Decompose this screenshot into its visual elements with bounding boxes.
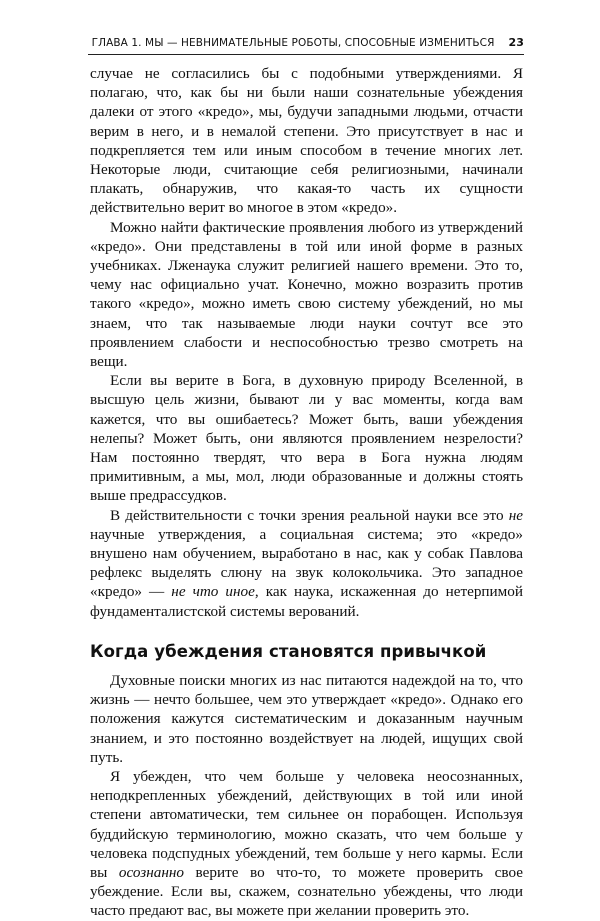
paragraph-6-emphasis: осознанно — [118, 863, 184, 881]
running-header — [88, 32, 524, 55]
paragraph-4-text-b: научные утверждения, а социальная система; это «кредо» внушено нам обучением, выработано в нас, как у собак Павлова рефлекс выделять слюну на звук колокольчика. Это западное «кредо» — — [90, 525, 523, 601]
section-heading: Когда убеждения становятся привычкой — [90, 641, 487, 661]
body-text — [90, 64, 523, 921]
paragraph-6-text-a: Я убежден, что чем больше у человека неосознанных, неподкрепленных убеждений, действующих в той или иной степени автоматически, тем сильнее он порабощен. Используя буддийскую терминологию, можно сказать, что чем больше у человека подспудных убеждений, тем больше у него кармы. Если вы — [90, 767, 523, 881]
paragraph-6 — [90, 767, 523, 921]
paragraph-4-text-a: В действительности с точки зрения реальной науки все это — [110, 506, 509, 524]
paragraph-4 — [90, 506, 523, 621]
paragraph-4-emphasis-2: не что иное — [171, 583, 255, 601]
paragraph-1: случае не согласились бы с подобными утверждениями. Я полагаю, что, как бы ни были наши сознательные убеждения далеки от этого «кредо», мы, будучи западными людьми, отчасти верим в него, и в немалой степени. Это присутствует в нас и подкрепляется тем или иным способом в течение многих лет. Некоторые люди, считающие себя религиозными, начинали плакать, обнаружив, что какая-то часть их сущности действительно верит во многое в этом «кредо». — [90, 65, 523, 217]
paragraph-5: Духовные поиски многих из нас питаются надеждой на то, что жизнь — нечто большее, чем это утверждает «кредо». Однако его положения кажутся систематическим и доказанным научным знанием, и это постоянно воздействует на людей, ищущих свой путь. — [90, 671, 523, 766]
paragraph-4-text-c: , как наука, искаженная до нетерпимой фундаменталистской системы верований. — [90, 583, 524, 620]
paragraph-6-text-b: верите во что-то, то можете проверить свое убеждение. Если вы, скажем, сознательно убеждены, что люди часто предают вас, вы можете при желании проверить это. — [90, 863, 523, 920]
paragraph-2: Можно найти фактические проявления любого из утверждений «кредо». Они представлены в той или иной форме в разных учебниках. Лженаука служит религией нашего времени. Это то, чему нас официально учат. Конечно, можно возразить против такого «кредо», можно иметь свою систему убеждений, но мы знаем, что так называемые люди науки сочтут все это проявлением слабости и неспособностью трезво смотреть на вещи. — [90, 218, 523, 371]
paragraph-4-emphasis-1: не — [508, 506, 523, 524]
page-number: 23 — [508, 36, 524, 49]
paragraph-3: Если вы верите в Бога, в духовную природу Вселенной, в высшую цель жизни, бывают ли у вас моменты, когда вам кажется, что вы ошибаетесь? Может быть, ваши убеждения нелепы? Может быть, они являются проявлением незрелости? Нам постоянно твердят, что вера в Бога нужна людям примитивным, а мы, мол, люди образованные и должны стоять выше предрассудков. — [90, 372, 523, 505]
chapter-title: ГЛАВА 1. МЫ — НЕВНИМАТЕЛЬНЫЕ РОБОТЫ, СПОСОБНЫЕ ИЗМЕНИТЬСЯ — [91, 37, 495, 49]
